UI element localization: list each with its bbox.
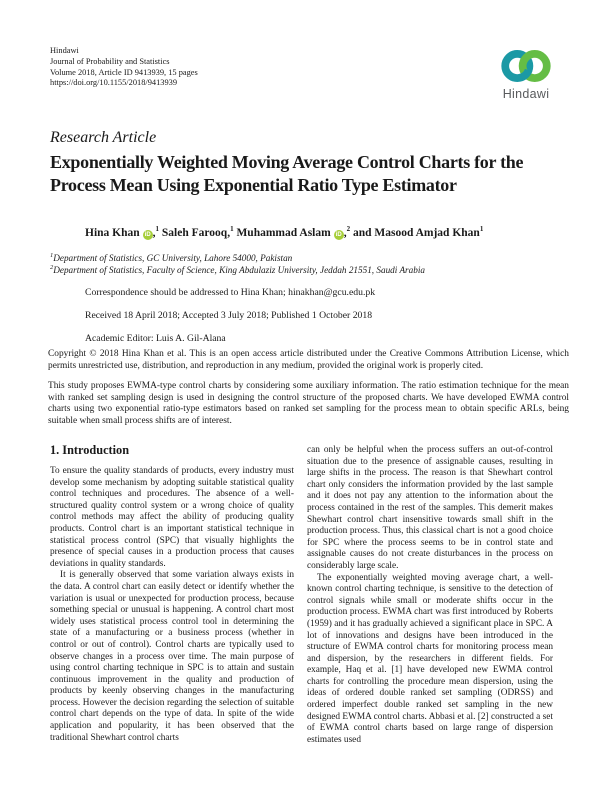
body-paragraph: It is generally observed that some variation always exists in the data. A control chart can easily detect or identify whether the variation is usual or unexpected for production process, because something special or unusual is happening. A control chart most widely uses statistical process control tool in determining the state of a manufacturing or a business process (whether in control or out of control). Control charts are typically used to observe changes in a process over time. The main purpose of using control charting technique in SPC is to attain and sustain continuous improvement in the quality and production of products by keenly observing changes in the manufacturing process. However the decision regarding the selection of suitable control chart depends on the type of data. In spite of the wide application and popularity, it has been observed that the traditional Shewhart control charts xyxy=(50,570,294,743)
hindawi-logo xyxy=(489,46,563,101)
volume-line: Volume 2018, Article ID 9413939, 15 pages xyxy=(50,67,198,77)
page-title: Exponentially Weighted Moving Average Control Charts for the Process Mean Using Exponential Ratio Type Estimator xyxy=(50,152,524,195)
affiliation-line xyxy=(50,252,425,264)
abstract-text: This study proposes EWMA-type control charts by considering some auxiliary information. The ratio estimation technique for the mean with ranked set sampling design is used in designing the control structure of the proposed charts. We have developed EWMA control charts using two exponential ratio-type estimators based on ranked set sampling for the process mean to obtain specific ARLs, being suitable when small process shifts are of interest. xyxy=(48,381,569,427)
correspondence-line: Correspondence should be addressed to Hina Khan; hinakhan@gcu.edu.pk xyxy=(85,287,376,298)
body-paragraph: To ensure the quality standards of products, every industry must develop some mechanism by adopting suitable statistical quality control techniques and procedures. The absence of a well-structured quality control system or a wrong choice of quality control methods may affect the ability of producing quality products. Control chart is an important statistical technique in statistical process control (SPC) that visually highlights the presence of special causes in a production process that causes deviations in quality standards. xyxy=(50,466,294,569)
publisher-name: Hindawi xyxy=(50,46,79,55)
article-type-label: Research Article xyxy=(50,129,157,146)
logo-wordmark: Hindawi xyxy=(502,87,550,101)
author-name: and Masood Amjad Khan xyxy=(352,227,480,239)
copyright-text: Copyright © 2018 Hina Khan et al. This is an open access article distributed under the Creative Commons Attribution License, which permits unrestricted use, distribution, and reproduction in any medium, provided the original work is properly cited. xyxy=(48,349,569,371)
author-name: Muhammad Aslam xyxy=(236,227,331,239)
intro-right-column xyxy=(307,445,553,751)
author-line: Hina Khan iD ,$^1$ Saleh Farooq,$^1$ Muhammad Aslam iD ,$^2$ and Masood Amjad Khan$^1$ xyxy=(85,225,484,239)
orcid-icon[interactable]: iD xyxy=(144,232,151,238)
hindawi-rings-icon xyxy=(497,46,555,86)
affiliation-text: Department of Statistics, Faculty of Science, King Abdulaziz University, Jeddah 21551, Saudi Arabia xyxy=(53,265,425,276)
journal-header-block xyxy=(50,46,198,89)
affiliation-list xyxy=(50,252,425,276)
author-affiliation-ref: 1 xyxy=(479,225,484,234)
body-paragraph: The exponentially weighted moving average chart, a well-known control charting technique, is sensitive to the detection of control signals while small or moderate shifts occur in the production process. EWMA chart was first introduced by Roberts (1959) and it has gradually achieved a significant place in SPC. A lot of innovations and designs have been introduced in the structure of EWMA control charts for monitoring process mean and dispersion, by the researchers in different fields. For example, Haq et al. [1] have developed new EWMA control charts for controlling the procedure mean dispersion, using the ideas of ordered double ranked set sampling (ODRSS) and ordered imperfect double ranked set sampling in the new designed EWMA control charts. Abbasi et al. [2] constructed a set of EWMA control charts based on large range of dispersion estimates used xyxy=(307,572,553,745)
author-affiliation-ref: 2 xyxy=(346,225,351,234)
affiliation-text: Department of Statistics, GC University, Lahore 54000, Pakistan xyxy=(53,253,293,263)
orcid-icon[interactable]: iD xyxy=(335,232,342,238)
author-name: Saleh Farooq xyxy=(161,227,228,239)
body-paragraph: can only be helpful when the process suffers an out-of-control situation due to the presence of assignable causes, resulting in large shifts in the process. The reason is that Shewhart control chart only considers the information provided by the last sample and it does not pay any attention to the information about the process contained in the rest of the samples. This demerit makes Shewhart control chart insensitive towards small shift in the production process. Thus, this classical chart is not a good choice for SPC where the process seems to be in control state and assignable causes do not create disturbances in the process on considerably large scale. xyxy=(307,445,553,571)
author-affiliation-ref: 1 xyxy=(155,225,160,234)
author-affiliation-ref: 1 xyxy=(230,225,234,234)
affiliation-sup: 1 xyxy=(50,251,54,259)
doi-link[interactable]: https://doi.org/10.1155/2018/9413939 xyxy=(50,78,178,88)
affiliation-sup: 2 xyxy=(50,264,54,272)
author-name: Hina Khan xyxy=(85,227,140,239)
editor-line: Academic Editor: Luis A. Gil-Alana xyxy=(85,333,226,344)
affiliation-line xyxy=(50,264,425,276)
dates-line: Received 18 April 2018; Accepted 3 July 2018; Published 1 October 2018 xyxy=(85,310,373,321)
intro-left-column xyxy=(50,466,294,749)
journal-name: Journal of Probability and Statistics xyxy=(50,56,170,66)
section-heading: 1. Introduction xyxy=(50,443,130,457)
